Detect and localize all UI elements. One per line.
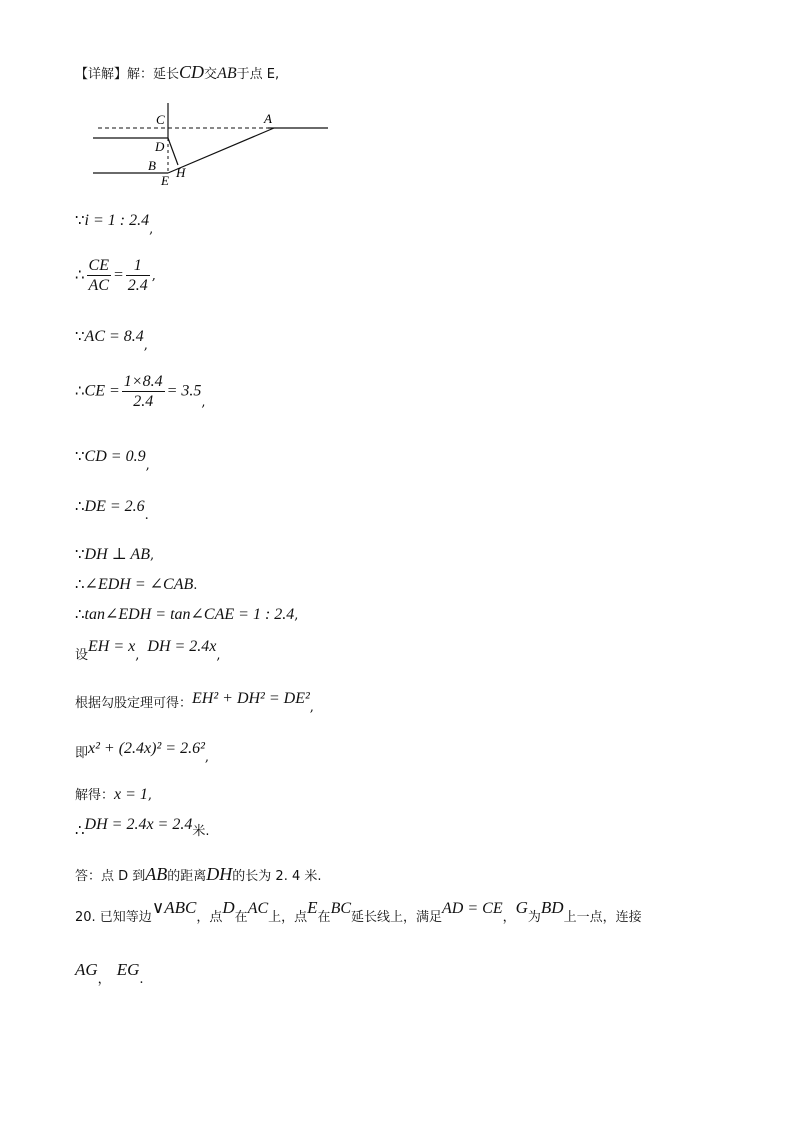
- question-20: 20. 已知等边∨ABC，点D在AC上，点E在BC延长线上，满足AD = CE，G为BD上一点，连接: [75, 898, 642, 925]
- geometry-figure: [88, 103, 338, 193]
- step-line: ∵AC = 8.4,: [75, 327, 148, 353]
- label-c: C: [156, 112, 165, 127]
- label-b: B: [148, 158, 156, 173]
- pythagoras-line: 根据勾股定理可得：EH² + DH² = DE²,: [75, 690, 314, 715]
- step-line: ∴tan∠EDH = tan∠CAE = 1 : 2.4,: [75, 605, 299, 623]
- question-20-continued: AG，EG.: [75, 960, 144, 987]
- result-line: ∴DH = 2.4x = 2.4米.: [75, 816, 210, 839]
- step-line: ∴∠EDH = ∠CAB.: [75, 575, 198, 593]
- answer-line: 答：点 D 到AB的距离DH的长为 2. 4 米.: [75, 864, 322, 884]
- step-line: ∴CE = $\frac{1\times 8.4}{2.4}$ = 3.5,: [75, 373, 206, 410]
- segment-d-h: [168, 138, 178, 165]
- set-line: 设EH = x,DH = 2.4x,: [75, 638, 221, 663]
- step-line: ∵i = 1 : 2.4,: [75, 211, 154, 237]
- step-line: ∴ $\frac{CE}{AC}$ = $\frac{1}{2.4}$ ,: [75, 257, 156, 294]
- step-line: ∵CD = 0.9,: [75, 447, 150, 473]
- label-h: H: [176, 165, 186, 180]
- equation-line: 即x² + (2.4x)² = 2.6²,: [75, 740, 209, 765]
- label-a: A: [264, 111, 272, 126]
- label-e: E: [161, 173, 169, 188]
- detail-tag: 【详解】: [75, 67, 128, 82]
- step-line: ∴DE = 2.6.: [75, 497, 149, 523]
- intro-line: 【详解】解：延长CD交AB于点 E,: [75, 62, 280, 82]
- step-line: ∵DH ⊥ AB,: [75, 545, 155, 563]
- label-d: D: [155, 139, 165, 154]
- solve-line: 解得：x = 1,: [75, 786, 153, 803]
